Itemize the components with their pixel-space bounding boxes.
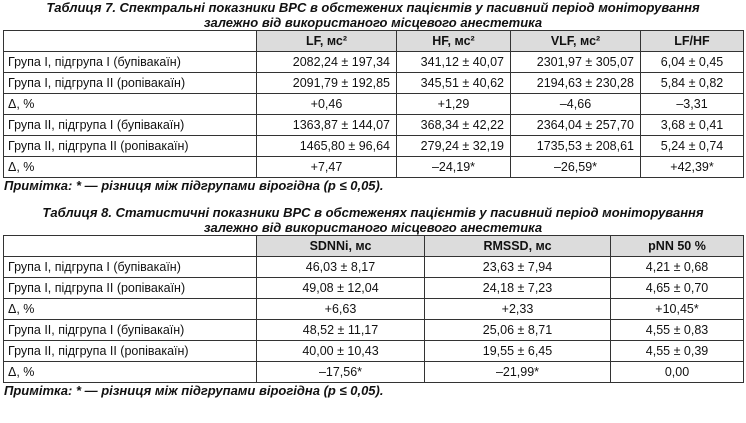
table8-header-row bbox=[4, 236, 744, 257]
cell: 2301,97 ± 305,07 bbox=[511, 52, 641, 73]
cell: 345,51 ± 40,62 bbox=[397, 73, 511, 94]
cell: 48,52 ± 11,17 bbox=[257, 320, 425, 341]
cell: 40,00 ± 10,43 bbox=[257, 341, 425, 362]
cell: 2364,04 ± 257,70 bbox=[511, 115, 641, 136]
cell: +2,33 bbox=[425, 299, 611, 320]
cell: 24,18 ± 7,23 bbox=[425, 278, 611, 299]
table8-header-rmssd: RMSSD, мс bbox=[425, 236, 611, 257]
cell: +42,39* bbox=[641, 157, 744, 178]
row-label: Група II, підгрупа II (ропівакаїн) bbox=[4, 136, 257, 157]
table7-header-hf: HF, мс² bbox=[397, 31, 511, 52]
cell: 341,12 ± 40,07 bbox=[397, 52, 511, 73]
table-row bbox=[4, 52, 744, 73]
cell: 23,63 ± 7,94 bbox=[425, 257, 611, 278]
cell: 5,24 ± 0,74 bbox=[641, 136, 744, 157]
cell: 1735,53 ± 208,61 bbox=[511, 136, 641, 157]
cell: –21,99* bbox=[425, 362, 611, 383]
cell: –26,59* bbox=[511, 157, 641, 178]
row-label: Група II, підгрупа II (ропівакаїн) bbox=[4, 341, 257, 362]
cell: 46,03 ± 8,17 bbox=[257, 257, 425, 278]
cell: +10,45* bbox=[611, 299, 744, 320]
row-label: Група I, підгрупа II (ропівакаїн) bbox=[4, 73, 257, 94]
row-label: Група II, підгрупа I (бупівакаїн) bbox=[4, 320, 257, 341]
table8 bbox=[3, 235, 744, 383]
cell: –17,56* bbox=[257, 362, 425, 383]
cell: +6,63 bbox=[257, 299, 425, 320]
row-label: Група I, підгрупа II (ропівакаїн) bbox=[4, 278, 257, 299]
table7-corner-cell bbox=[4, 31, 257, 52]
table-row bbox=[4, 73, 744, 94]
cell: 19,55 ± 6,45 bbox=[425, 341, 611, 362]
cell: 3,68 ± 0,41 bbox=[641, 115, 744, 136]
table7-caption bbox=[6, 0, 740, 30]
row-label: Група I, підгрупа I (бупівакаїн) bbox=[4, 52, 257, 73]
table-row bbox=[4, 136, 744, 157]
cell: 2082,24 ± 197,34 bbox=[257, 52, 397, 73]
table8-header-pnn50: pNN 50 % bbox=[611, 236, 744, 257]
cell: 1465,80 ± 96,64 bbox=[257, 136, 397, 157]
table-row bbox=[4, 157, 744, 178]
cell: 1363,87 ± 144,07 bbox=[257, 115, 397, 136]
table8-caption-line1: Таблиця 8. Статистичні показники ВРС в обстеженях пацієнтів у пасивний період моніторування bbox=[42, 205, 704, 220]
table-row bbox=[4, 94, 744, 115]
cell: 25,06 ± 8,71 bbox=[425, 320, 611, 341]
table-row bbox=[4, 257, 744, 278]
table7-caption-line2: залежно від використаного місцевого анестетика bbox=[203, 15, 543, 30]
row-label: Δ, % bbox=[4, 94, 257, 115]
cell: 368,34 ± 42,22 bbox=[397, 115, 511, 136]
cell: 279,24 ± 32,19 bbox=[397, 136, 511, 157]
table8-corner-cell bbox=[4, 236, 257, 257]
cell: +7,47 bbox=[257, 157, 397, 178]
cell: –24,19* bbox=[397, 157, 511, 178]
row-label: Δ, % bbox=[4, 362, 257, 383]
table7-header-lfhf: LF/HF bbox=[641, 31, 744, 52]
cell: 6,04 ± 0,45 bbox=[641, 52, 744, 73]
row-label: Δ, % bbox=[4, 299, 257, 320]
cell: +0,46 bbox=[257, 94, 397, 115]
cell: 2091,79 ± 192,85 bbox=[257, 73, 397, 94]
table8-header-sdnni: SDNNi, мс bbox=[257, 236, 425, 257]
table8-caption bbox=[6, 205, 740, 235]
cell: 5,84 ± 0,82 bbox=[641, 73, 744, 94]
cell: 0,00 bbox=[611, 362, 744, 383]
cell: 4,55 ± 0,83 bbox=[611, 320, 744, 341]
table-row bbox=[4, 115, 744, 136]
table-row bbox=[4, 278, 744, 299]
table-row bbox=[4, 362, 744, 383]
row-label: Δ, % bbox=[4, 157, 257, 178]
cell: –4,66 bbox=[511, 94, 641, 115]
table8-note: Примітка: * — різниця між підгрупами вірогідна (p ≤ 0,05). bbox=[4, 383, 384, 398]
table8-caption-line2: залежно від використаного місцевого анестетика bbox=[203, 220, 543, 235]
table7-header-vlf: VLF, мс² bbox=[511, 31, 641, 52]
row-label: Група I, підгрупа I (бупівакаїн) bbox=[4, 257, 257, 278]
cell: 4,55 ± 0,39 bbox=[611, 341, 744, 362]
cell: +1,29 bbox=[397, 94, 511, 115]
table-row bbox=[4, 299, 744, 320]
cell: 4,65 ± 0,70 bbox=[611, 278, 744, 299]
table-row bbox=[4, 341, 744, 362]
cell: 2194,63 ± 230,28 bbox=[511, 73, 641, 94]
table7 bbox=[3, 30, 744, 178]
cell: –3,31 bbox=[641, 94, 744, 115]
cell: 49,08 ± 12,04 bbox=[257, 278, 425, 299]
table-row bbox=[4, 320, 744, 341]
table7-header-lf: LF, мс² bbox=[257, 31, 397, 52]
cell: 4,21 ± 0,68 bbox=[611, 257, 744, 278]
row-label: Група II, підгрупа I (бупівакаїн) bbox=[4, 115, 257, 136]
table7-header-row bbox=[4, 31, 744, 52]
table7-caption-line1: Таблиця 7. Спектральні показники ВРС в обстежених пацієнтів у пасивний період моніторування bbox=[46, 0, 700, 15]
table7-note: Примітка: * — різниця між підгрупами вірогідна (p ≤ 0,05). bbox=[4, 178, 384, 193]
